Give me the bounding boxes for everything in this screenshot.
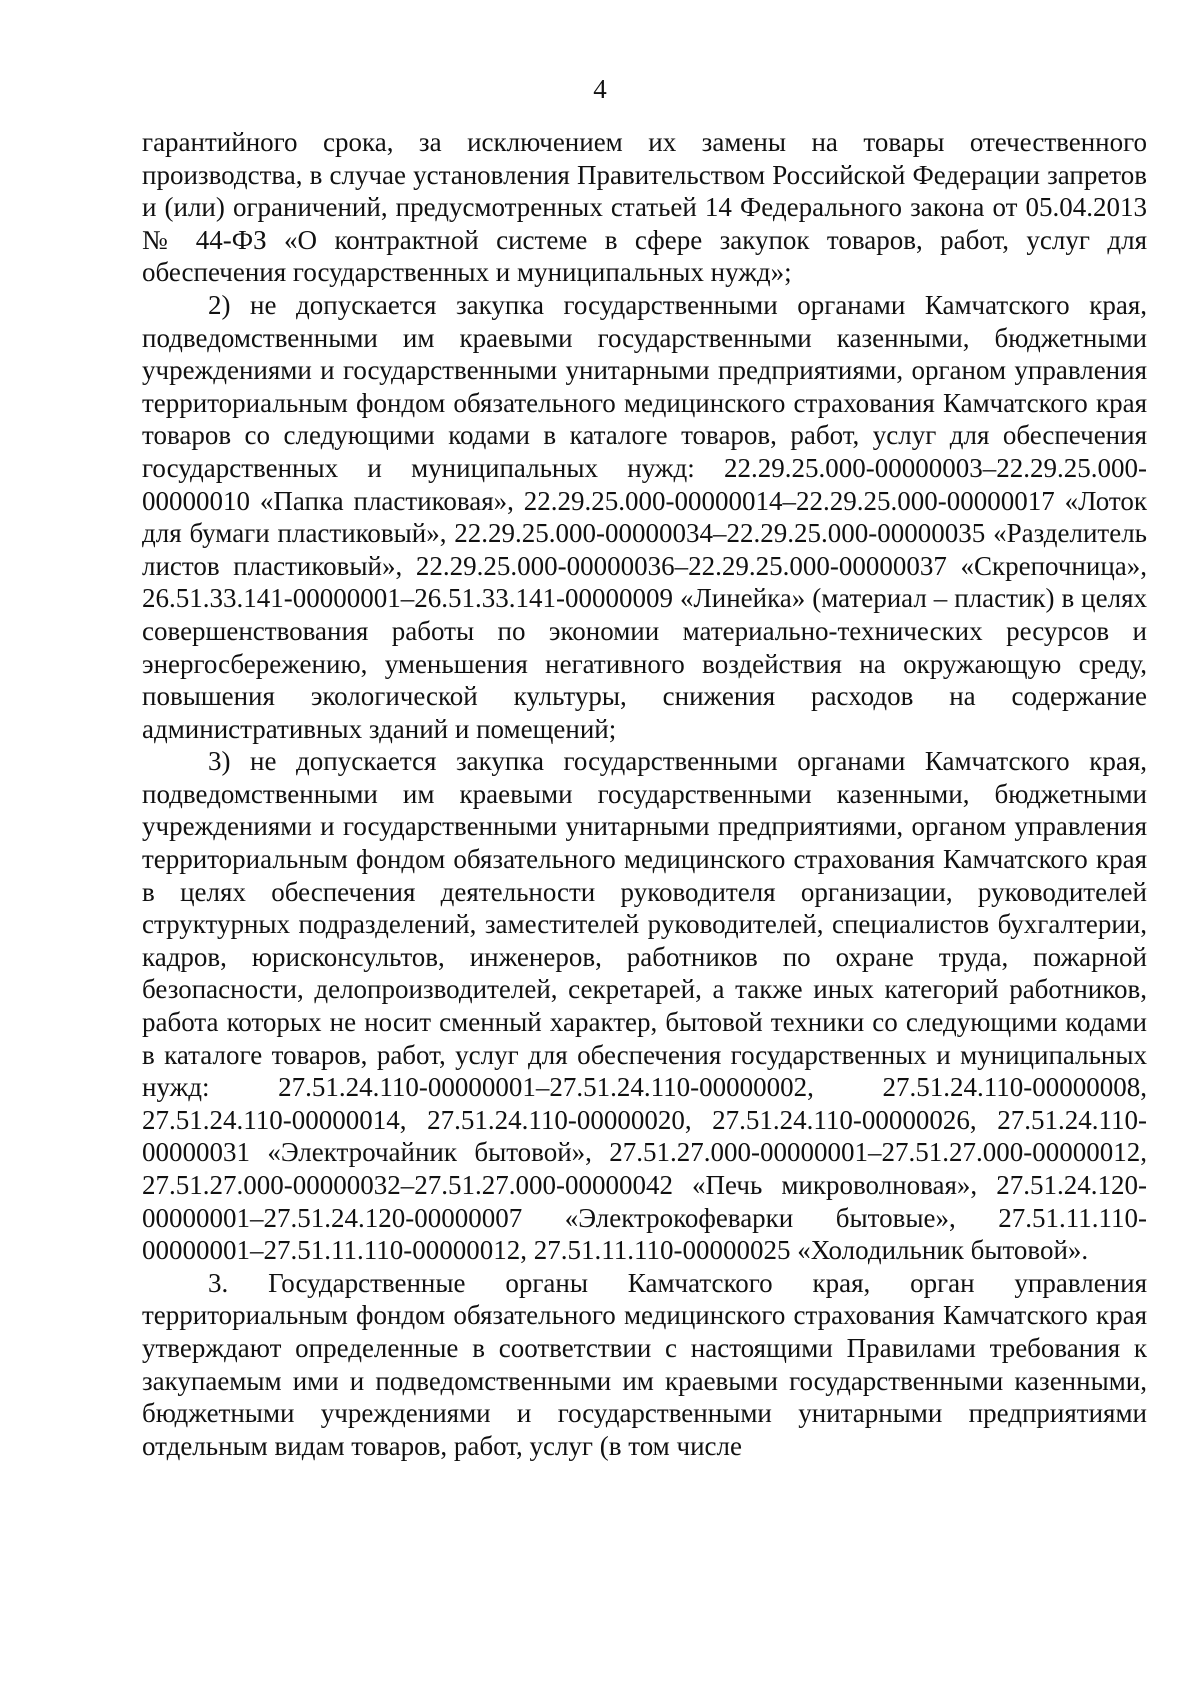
page-number: 4 xyxy=(593,74,607,104)
paragraph-continuation: гарантийного срока, за исключением их замены на товары отечественного производства, в случае установления Правительством Российской Федерации запретов и (или) ограничений, предусмотренных статьей 14 Федерального закона от 05.04.2013 № 44-ФЗ «О контрактной системе в сфере закупок товаров, работ, услуг для обеспечения государственных и муниципальных нужд»; xyxy=(142,127,1147,288)
document-body xyxy=(142,126,1147,1462)
paragraph-section-3: 3. Государственные органы Камчатского края, орган управления территориальным фондом обязательного медицинского страхования Камчатского края утверждают определенные в соответствии с настоящими Правилами требования к закупаемым ими и подведомственными им краевыми государственными казенными, бюджетными учреждениями и государственными унитарными предприятиями отдельным видам товаров, работ, услуг (в том числе xyxy=(142,1267,1147,1461)
paragraph-item-3: 3) не допускается закупка государственными органами Камчатского края, подведомственными им краевыми государственными казенными, бюджетными учреждениями и государственными унитарными предприятиями, органом управления территориальным фондом обязательного медицинского страхования Камчатского края в целях обеспечения деятельности руководителя организации, руководителей структурных подразделений, заместителей руководителей, специалистов бухгалтерии, кадров, юрисконсультов, инженеров, работников по охране труда, пожарной безопасности, делопроизводителей, секретарей, а также иных категорий работников, работа которых не носит сменный характер, бытовой техники со следующими кодами в каталоге товаров, работ, услуг для обеспечения государственных и муниципальных нужд: 27.51.24.110-00000001–27.51.24.110-00000002, 27.51.24.110-00000008, 27.51.24.110-00000014, 27.51.24.110-00000020, 27.51.24.110-00000026, 27.51.24.110-00000031 «Электрочайник бытовой», 27.51.27.000-00000001–27.51.27.000-00000012, 27.51.27.000-00000032–27.51.27.000-00000042 «Печь микроволновая», 27.51.24.120-00000001–27.51.24.120-00000007 «Электрокофеварки бытовые», 27.51.11.110-00000001–27.51.11.110-00000012, 27.51.11.110-00000025 «Холодильник бытовой». xyxy=(142,746,1147,1266)
paragraph-item-2: 2) не допускается закупка государственными органами Камчатского края, подведомственными им краевыми государственными казенными, бюджетными учреждениями и государственными унитарными предприятиями, органом управления территориальным фондом обязательного медицинского страхования Камчатского края товаров со следующими кодами в каталоге товаров, работ, услуг для обеспечения государственных и муниципальных нужд: 22.29.25.000-00000003–22.29.25.000-00000010 «Папка пластиковая», 22.29.25.000-00000014–22.29.25.000-00000017 «Лоток для бумаги пластиковый», 22.29.25.000-00000034–22.29.25.000-00000035 «Разделитель листов пластиковый», 22.29.25.000-00000036–22.29.25.000-00000037 «Скрепочница», 26.51.33.141-00000001–26.51.33.141-00000009 «Линейка» (материал – пластик) в целях совершенствования работы по экономии материально-технических ресурсов и энергосбережению, уменьшения негативного воздействия на окружающую среду, повышения экологической культуры, снижения расходов на содержание административных зданий и помещений; xyxy=(142,289,1147,744)
